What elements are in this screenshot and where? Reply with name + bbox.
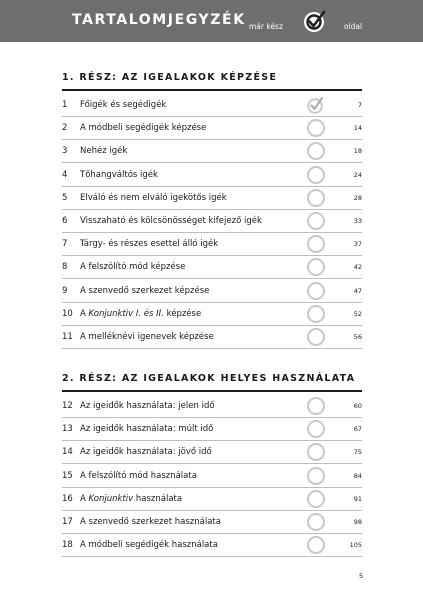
entry-title: A szenvedő szerkezet használata [80, 517, 221, 527]
entry-title: A szenvedő szerkezet képzése [80, 285, 210, 296]
section-divider [62, 89, 362, 91]
toc-entry [62, 396, 362, 418]
entry-title: A Konjunktiv I. és II. képzése [80, 308, 202, 319]
entry-page: 37 [353, 240, 362, 249]
toc-entry [62, 95, 362, 117]
entry-divider [62, 186, 362, 187]
empty-circle-icon[interactable] [307, 235, 325, 253]
entry-page: 28 [353, 193, 362, 202]
entry-number: 17 [62, 517, 73, 527]
entry-number: 10 [62, 308, 73, 319]
empty-circle-icon[interactable] [307, 282, 325, 300]
entry-number: 2 [62, 123, 68, 134]
entry-number: 6 [62, 216, 68, 226]
entry-title: Elváló és nem elváló igekötős igék [80, 192, 227, 203]
toc-entry [62, 466, 362, 488]
entry-title: Az igeidők használata: múlt idő [80, 424, 214, 435]
entry-title: Tárgy- és részes esettel álló igék [80, 239, 219, 250]
entry-title: A melléknévi igenevek képzése [80, 332, 214, 342]
entry-divider [62, 232, 362, 233]
toc-entry [62, 165, 362, 187]
toc-entry [62, 281, 362, 303]
entry-number: 16 [62, 493, 73, 504]
entry-divider [62, 556, 362, 557]
entry-number: 4 [62, 169, 68, 180]
toc-entry [62, 211, 362, 233]
empty-circle-icon[interactable] [307, 258, 325, 276]
empty-circle-icon[interactable] [307, 467, 325, 485]
entry-title: Visszaható és kölcsönösséget kifejező igék [80, 216, 262, 226]
toc-entry [62, 257, 362, 279]
entry-divider [62, 533, 362, 534]
entry-page: 91 [353, 494, 362, 503]
entry-divider [62, 510, 362, 511]
entry-number: 1 [62, 100, 68, 110]
toc-entry [62, 512, 362, 534]
entry-divider [62, 302, 362, 303]
section-divider [62, 390, 362, 392]
entry-number: 8 [62, 262, 68, 273]
entry-page: 33 [353, 217, 362, 225]
toc-entry [62, 118, 362, 140]
entry-title: Az igeidők használata: jövő idő [80, 447, 212, 458]
checked-circle-icon[interactable] [305, 94, 327, 116]
entry-title: Nehéz igék [80, 146, 128, 157]
empty-circle-icon[interactable] [307, 397, 325, 415]
empty-circle-icon[interactable] [307, 189, 325, 207]
entry-page: 14 [353, 124, 362, 133]
entry-number: 5 [62, 192, 68, 203]
entry-divider [62, 487, 362, 488]
empty-circle-icon[interactable] [307, 536, 325, 554]
toc-entry [62, 442, 362, 464]
done-column-label: már kész [249, 22, 283, 31]
empty-circle-icon[interactable] [307, 305, 325, 323]
empty-circle-icon[interactable] [307, 212, 325, 230]
entry-number: 14 [62, 447, 73, 458]
entry-page: 67 [353, 425, 362, 434]
entry-title: A felszólító mód képzése [80, 262, 186, 273]
entry-title: A felszólító mód használata [80, 470, 197, 481]
toc-entry [62, 188, 362, 210]
empty-circle-icon[interactable] [307, 142, 325, 160]
toc-entry [62, 304, 362, 326]
entry-page: 52 [353, 309, 362, 318]
entry-page: 75 [353, 448, 362, 457]
entry-number: 15 [62, 470, 73, 481]
entry-divider [62, 325, 362, 326]
toc-entry [62, 419, 362, 441]
entry-number: 9 [62, 285, 68, 296]
entry-divider [62, 116, 362, 117]
entry-page: 56 [353, 333, 362, 341]
toc-entry [62, 141, 362, 163]
page-column-label: oldal [344, 22, 363, 31]
entry-divider [62, 255, 362, 256]
entry-divider [62, 417, 362, 418]
page-title: TARTALOMJEGYZÉK [72, 12, 246, 28]
entry-divider [62, 463, 362, 464]
entry-number: 3 [62, 146, 68, 157]
entry-page: 47 [353, 286, 362, 295]
empty-circle-icon[interactable] [307, 166, 325, 184]
entry-number: 7 [62, 239, 68, 250]
empty-circle-icon[interactable] [307, 513, 325, 531]
entry-page: 105 [349, 541, 362, 550]
toc-entry [62, 489, 362, 511]
section-title: 2. RÉSZ: AZ IGEALAKOK HELYES HASZNÁLATA [62, 373, 356, 384]
entry-number: 13 [62, 424, 73, 435]
entry-page: 24 [353, 170, 362, 179]
entry-divider [62, 139, 362, 140]
toc-entry [62, 535, 362, 557]
entry-divider [62, 348, 362, 349]
empty-circle-icon[interactable] [307, 443, 325, 461]
entry-page: 60 [353, 402, 362, 410]
entry-title: Az igeidők használata: jelen idő [80, 401, 215, 411]
empty-circle-icon[interactable] [307, 119, 325, 137]
entry-title: A Konjunktiv használata [80, 493, 183, 504]
entry-divider [62, 440, 362, 441]
entry-divider [62, 278, 362, 279]
section-title: 1. RÉSZ: AZ IGEALAKOK KÉPZÉSE [62, 72, 278, 83]
entry-page: 7 [357, 101, 362, 109]
entry-page: 42 [353, 263, 362, 272]
toc-entry [62, 327, 362, 349]
page-number: 5 [359, 572, 364, 580]
entry-title: Főigék és segédigék [80, 100, 167, 110]
entry-number: 12 [62, 401, 73, 411]
header-bar [0, 0, 423, 42]
toc-entry [62, 234, 362, 256]
entry-number: 11 [62, 332, 73, 342]
entry-divider [62, 209, 362, 210]
entry-title: A módbeli segédigék használata [80, 540, 218, 551]
check-circle-icon [301, 9, 327, 35]
entry-title: Tőhangváltós igék [80, 169, 158, 180]
empty-circle-icon[interactable] [307, 420, 325, 438]
entry-title: A módbeli segédigék képzése [80, 123, 207, 134]
entry-page: 18 [353, 147, 362, 156]
empty-circle-icon[interactable] [307, 490, 325, 508]
entry-page: 98 [353, 518, 362, 526]
entry-number: 18 [62, 540, 73, 551]
empty-circle-icon[interactable] [307, 328, 325, 346]
entry-page: 84 [353, 471, 362, 480]
entry-divider [62, 162, 362, 163]
